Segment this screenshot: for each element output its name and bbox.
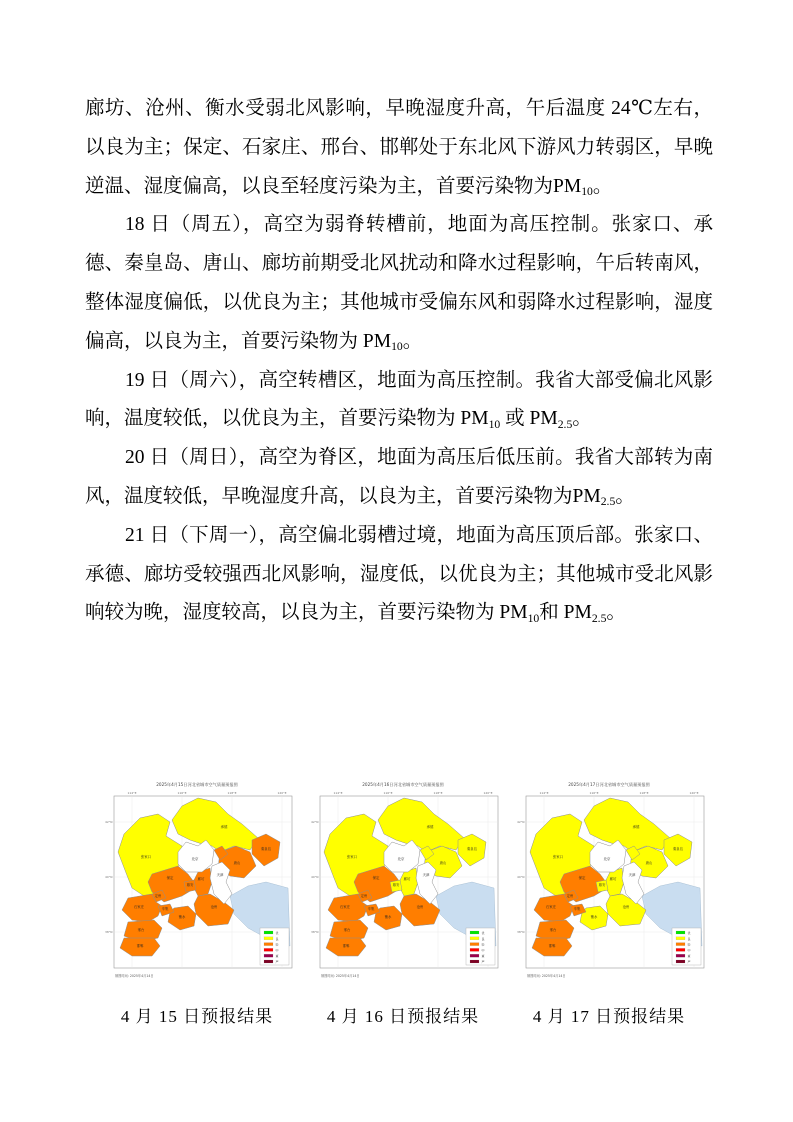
map-region-label-handan: 邯郸 — [136, 944, 144, 948]
map-region-label-xiongan: 雄安 — [598, 883, 606, 887]
x-tick-label: 114°E — [333, 791, 343, 795]
x-tick-label: 116°E — [589, 791, 599, 795]
y-tick-label: 40°N — [516, 875, 525, 879]
map-region-label-shijiazhuang: 石家庄 — [339, 905, 351, 909]
map-region-label-qinhuangdao: 秦皇岛 — [672, 847, 684, 851]
legend-label-中: 中 — [687, 948, 691, 953]
legend-swatch-良 — [264, 937, 273, 940]
legend-label-严: 严 — [687, 960, 691, 964]
legend-swatch-轻 — [470, 943, 479, 946]
legend-swatch-严 — [676, 960, 685, 963]
map-region-label-langfang: 廊坊 — [609, 877, 617, 881]
map-region-label-baoding: 保定 — [578, 876, 586, 880]
legend-swatch-优 — [676, 931, 685, 934]
map-region-label-tangshan: 唐山 — [233, 861, 241, 865]
x-tick-label: 114°E — [539, 791, 549, 795]
map-region-label-qinhuangdao: 秦皇岛 — [260, 847, 272, 851]
legend-label-严: 严 — [275, 960, 279, 964]
legend-swatch-优 — [470, 931, 479, 934]
y-tick-label: 38°N — [310, 930, 319, 934]
forecast-map-figure-apr16 — [300, 776, 506, 1027]
legend-swatch-重 — [264, 954, 273, 957]
map-region-label-dingzhou: 定州 — [566, 894, 574, 898]
paragraph-3: 19 日（周六），高空转槽区，地面为高压控制。我省大部受偏北风影响，温度较低，以优良为主，首要污染物为 $PM_{10}$ 或 $PM_{2.5}$。 — [85, 369, 713, 431]
air-quality-map-apr16 — [300, 776, 506, 992]
legend-label-中: 中 — [481, 948, 485, 953]
map-region-label-xiongan: 雄安 — [186, 883, 194, 887]
legend-swatch-重 — [470, 954, 479, 957]
map-region-label-handan: 邯郸 — [548, 944, 556, 948]
paragraph-1: 廊坊、沧州、衡水受弱北风影响，早晚湿度升高，午后温度 24℃左右，以良为主；保定、石家庄、邢台、邯郸处于东北风下游风力转弱区，早晚逆温、湿度偏高，以良至轻度污染为主，首要污染物为$PM_{10}$。 — [85, 98, 713, 198]
map-region-label-tianjin: 天津 — [422, 873, 430, 877]
legend-swatch-中 — [676, 948, 685, 951]
x-tick-label: 114°E — [127, 791, 137, 795]
body-text — [85, 90, 713, 633]
map-region-label-dingzhou: 定州 — [154, 894, 162, 898]
air-quality-map-apr17 — [506, 776, 712, 992]
legend-swatch-严 — [470, 960, 479, 963]
map-region-label-xingtai: 邢台 — [343, 928, 351, 932]
legend-swatch-轻 — [264, 943, 273, 946]
x-tick-label: 118°E — [433, 791, 443, 795]
legend-label-优: 优 — [481, 931, 485, 935]
map-region-label-baoding: 保定 — [372, 876, 380, 880]
map-region-label-chengde: 承德 — [426, 825, 434, 829]
map-region-label-zhangjiakou: 张家口 — [346, 855, 358, 859]
legend-swatch-良 — [676, 937, 685, 940]
legend-swatch-中 — [470, 948, 479, 951]
legend-label-重: 重 — [687, 954, 691, 959]
legend-label-轻: 轻 — [481, 942, 485, 947]
legend-label-轻: 轻 — [687, 942, 691, 947]
map-region-label-dingzhou: 定州 — [360, 894, 368, 898]
map-caption-apr16: 4 月 16 日预报结果 — [326, 1007, 480, 1026]
x-tick-label: 120°E — [689, 791, 699, 795]
forecast-map-figure-apr17 — [506, 776, 712, 1027]
map-region-label-cangzhou: 沧州 — [622, 905, 630, 909]
map-region-label-chengde: 承德 — [220, 825, 228, 829]
map-caption-apr15: 4 月 15 日预报结果 — [120, 1007, 274, 1026]
map-made-time: 制图时间: 2025年4月14日 — [527, 974, 566, 978]
map-region-label-xingtai: 邢台 — [549, 928, 557, 932]
y-tick-label: 38°N — [104, 930, 113, 934]
legend-label-良: 良 — [481, 936, 485, 941]
map-region-label-xinji: 辛集 — [573, 907, 581, 911]
legend-label-轻: 轻 — [275, 942, 279, 947]
map-region-label-langfang: 廊坊 — [197, 877, 205, 881]
y-tick-label: 42°N — [104, 820, 113, 824]
map-region-label-xinji: 辛集 — [161, 907, 169, 911]
y-tick-label: 42°N — [310, 820, 319, 824]
map-region-label-chengde: 承德 — [632, 825, 640, 829]
map-region-label-hengshui: 衡水 — [590, 915, 598, 919]
legend-swatch-良 — [470, 937, 479, 940]
map-region-label-qinhuangdao: 秦皇岛 — [466, 847, 478, 851]
x-tick-label: 118°E — [639, 791, 649, 795]
map-region-label-shijiazhuang: 石家庄 — [545, 905, 557, 909]
map-region-label-tangshan: 唐山 — [439, 861, 447, 865]
map-region-label-xinji: 辛集 — [367, 907, 375, 911]
map-made-time: 制图时间: 2025年4月14日 — [321, 974, 360, 978]
air-quality-map-apr15 — [94, 776, 300, 992]
legend-swatch-中 — [264, 948, 273, 951]
map-region-label-beijing: 北京 — [603, 857, 611, 861]
map-region-label-zhangjiakou: 张家口 — [552, 855, 564, 859]
y-tick-label: 40°N — [310, 875, 319, 879]
map-region-label-tianjin: 天津 — [216, 873, 224, 877]
legend-label-良: 良 — [275, 936, 279, 941]
legend-label-严: 严 — [481, 960, 485, 964]
map-title: 2025年4月17日河北省城市空气质量预报图 — [568, 782, 650, 787]
legend-swatch-优 — [264, 931, 273, 934]
map-region-label-hengshui: 衡水 — [178, 915, 186, 919]
map-region-label-hengshui: 衡水 — [384, 915, 392, 919]
paragraph-2: 18 日（周五），高空为弱脊转槽前，地面为高压控制。张家口、承德、秦皇岛、唐山、廊坊前期受北风扰动和降水过程影响，午后转南风，整体湿度偏低，以优良为主；其他城市受偏东风和弱降水过程影响，湿度偏高，以良为主，首要污染物为 $PM_{10}$。 — [85, 214, 713, 354]
map-region-label-beijing: 北京 — [397, 857, 405, 861]
map-region-label-cangzhou: 沧州 — [416, 905, 424, 909]
map-region-label-tianjin: 天津 — [628, 873, 636, 877]
y-tick-label: 38°N — [516, 930, 525, 934]
map-region-label-tangshan: 唐山 — [645, 861, 653, 865]
legend-label-优: 优 — [275, 931, 279, 935]
x-tick-label: 116°E — [177, 791, 187, 795]
legend-label-重: 重 — [275, 954, 279, 959]
paragraph-4: 20 日（周日），高空为脊区，地面为高压后低压前。我省大部转为南风，温度较低，早晚湿度升高，以良为主，首要污染物为$PM_{2.5}$。 — [85, 447, 713, 509]
x-tick-label: 116°E — [383, 791, 393, 795]
legend-label-重: 重 — [481, 954, 485, 959]
map-region-label-handan: 邯郸 — [342, 944, 350, 948]
x-tick-label: 118°E — [227, 791, 237, 795]
legend-swatch-轻 — [676, 943, 685, 946]
map-region-label-langfang: 廊坊 — [403, 877, 411, 881]
map-region-label-xiongan: 雄安 — [392, 883, 400, 887]
legend-label-优: 优 — [687, 931, 691, 935]
forecast-map-figure-apr15 — [94, 776, 300, 1027]
x-tick-label: 120°E — [277, 791, 287, 795]
map-region-label-zhangjiakou: 张家口 — [140, 855, 152, 859]
legend-label-中: 中 — [275, 948, 279, 953]
y-tick-label: 40°N — [104, 875, 113, 879]
legend-swatch-重 — [676, 954, 685, 957]
map-title: 2025年4月16日河北省城市空气质量预报图 — [362, 782, 444, 787]
forecast-maps-row — [94, 776, 712, 1027]
y-tick-label: 42°N — [516, 820, 525, 824]
map-made-time: 制图时间: 2025年4月14日 — [115, 974, 154, 978]
map-title: 2025年4月15日河北省城市空气质量预报图 — [156, 782, 238, 787]
x-tick-label: 120°E — [483, 791, 493, 795]
map-region-label-cangzhou: 沧州 — [210, 905, 218, 909]
map-region-label-xingtai: 邢台 — [137, 928, 145, 932]
map-region-label-beijing: 北京 — [191, 857, 199, 861]
map-caption-apr17: 4 月 17 日预报结果 — [532, 1007, 686, 1026]
legend-label-良: 良 — [687, 936, 691, 941]
paragraph-5: 21 日（下周一），高空偏北弱槽过境，地面为高压顶后部。张家口、承德、廊坊受较强西北风影响，湿度低，以优良为主；其他城市受北风影响较为晚，湿度较高，以良为主，首要污染物为 $PM_{10}$和 $PM_{2.5}$。 — [85, 524, 713, 625]
map-region-label-shijiazhuang: 石家庄 — [133, 905, 145, 909]
map-region-label-baoding: 保定 — [166, 876, 174, 880]
legend-swatch-严 — [264, 960, 273, 963]
